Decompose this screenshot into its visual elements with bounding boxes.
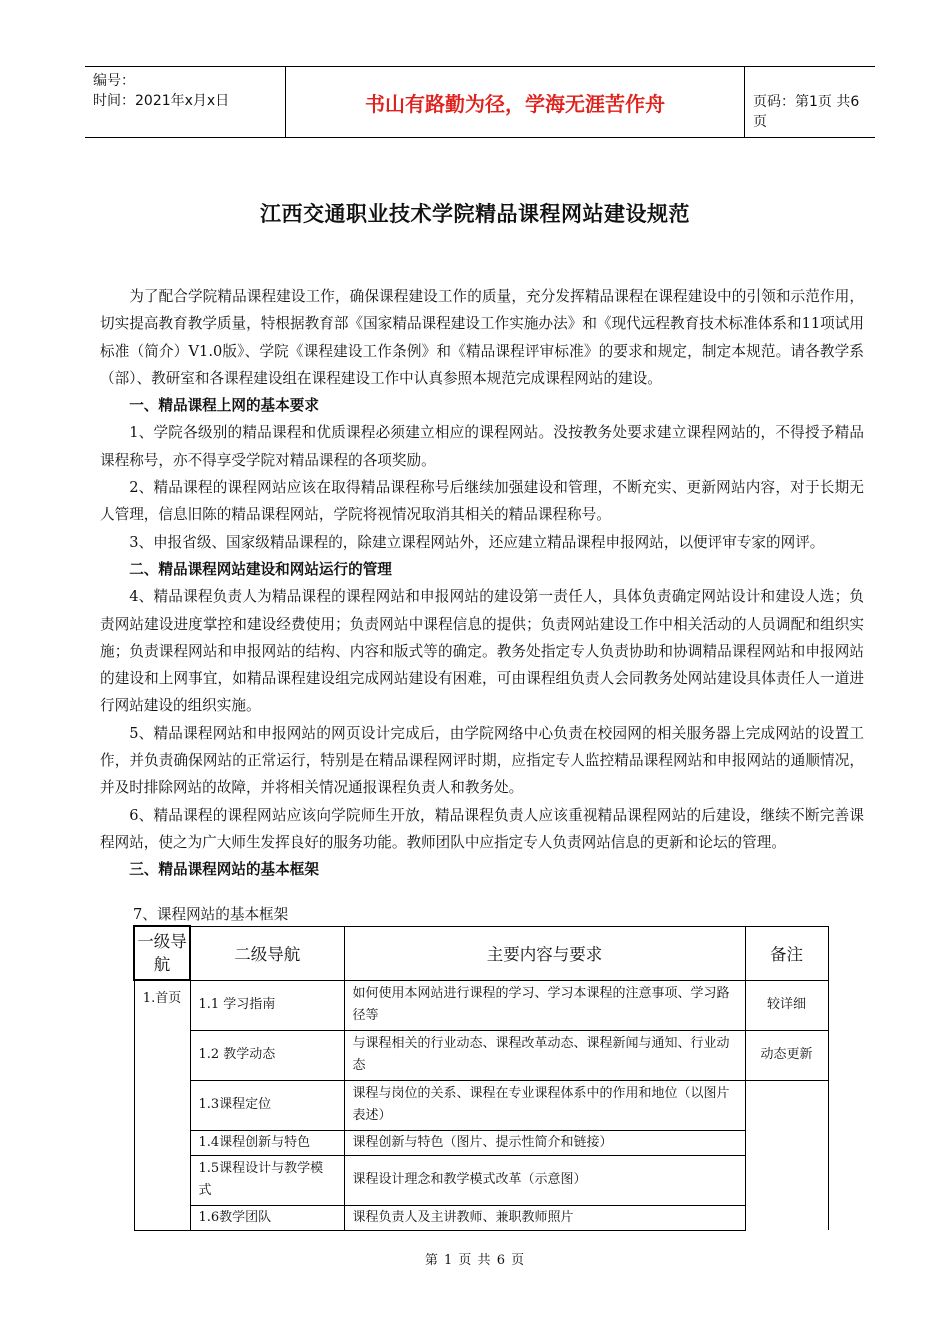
note-cell: 较详细: [745, 980, 828, 1030]
note-cell: [745, 1080, 828, 1130]
table-row: [134, 1080, 828, 1130]
sub-nav-cell: 1.5课程设计与教学模式: [190, 1155, 344, 1205]
intro-paragraph: 为了配合学院精品课程建设工作，确保课程建设工作的质量，充分发挥精品课程在课程建设中的引领和示范作用，切实提高教育教学质量，特根据教育部《国家精品课程建设工作实施办法》和《现代远程教育技术标准体系和11项试用标准（简介）V1.0版》、学院《课程建设工作条例》和《精品课程评审标准》的要求和规定，制定本规范。请各教学系（部）、教研室和各课程建设组在课程建设工作中认真参照本规范完成课程网站的建设。: [100, 288, 864, 387]
framework-table: [133, 925, 829, 1231]
paragraph-item-5: 5、精品课程网站和申报网站的网页设计完成后，由学院网络中心负责在校园网的相关服务器上完成网站的设置工作，并负责确保网站的正常运行，特别是在精品课程网评时期，应指定专人监控精品课程网站和申报网站的通顺情况，并及时排除网站的故障，并将相关情况通报课程负责人和教务处。: [100, 724, 864, 797]
header-note: 备注: [745, 926, 828, 980]
level1-cell: 1.首页: [134, 980, 190, 1230]
note-cell: [745, 1155, 828, 1205]
content-cell: 与课程相关的行业动态、课程改革动态、课程新闻与通知、行业动态: [344, 1030, 745, 1080]
sub-nav-cell: 1.1 学习指南: [190, 980, 344, 1030]
number-label: 编号：: [93, 73, 135, 89]
paragraph-item-4: 4、精品课程负责人为精品课程的课程网站和申报网站的建设第一责任人，具体负责确定网站设计和建设人选；负责网站建设进度掌控和建设经费使用；负责网站中课程信息的提供；负责网站建设工作中相关活动的人员调配和组织实施；负责课程网站和申报网站的结构、内容和版式等的确定。教务处指定专人负责协助和协调精品课程网站和申报网站的建设和上网事宜，如精品课程建设组完成网站建设有困难，可由课程组负责人会同教务处网站建设具体责任人一道进行网站建设的组织实施。: [100, 588, 864, 715]
table-row: [134, 1155, 828, 1205]
sub-nav-cell: 1.2 教学动态: [190, 1030, 344, 1080]
paragraph-item-6: 6、精品课程的课程网站应该向学院师生开放，精品课程负责人应该重视精品课程网站的后建设，继续不断完善课程网站，使之为广大师生发挥良好的服务功能。教师团队中应指定专人负责网站信息的更新和论坛的管理。: [100, 806, 864, 851]
paragraph-item-2: 2、精品课程的课程网站应该在取得精品课程称号后继续加强建设和管理，不断充实、更新网站内容，对于长期无人管理，信息旧陈的精品课程网站，学院将视情况取消其相关的精品课程称号。: [100, 479, 864, 524]
header-content: 主要内容与要求: [344, 926, 745, 980]
note-cell: [745, 1205, 828, 1230]
table-row: [134, 1130, 828, 1155]
section-heading-2: 二、精品课程网站建设和网站运行的管理: [129, 560, 392, 578]
section-heading-3: 三、精品课程网站的基本框架: [129, 861, 319, 879]
table-header-row: [134, 926, 828, 980]
header-level1: 一级导航: [134, 926, 190, 980]
sub-nav-cell: 1.4课程创新与特色: [190, 1130, 344, 1155]
content-cell: 课程与岗位的关系、课程在专业课程体系中的作用和地位（以图片表述）: [344, 1080, 745, 1130]
paragraph-item-1: 1、学院各级别的精品课程和优质课程必须建立相应的课程网站。没按教务处要求建立课程网站的，不得授予精品课程称号，亦不得享受学院对精品课程的各项奖励。: [100, 424, 864, 469]
header-band: [85, 66, 875, 138]
document-title: 江西交通职业技术学院精品课程网站建设规范: [260, 202, 690, 226]
header-page-label: 页码：第1页 共6页: [753, 94, 860, 130]
table-row: [134, 1205, 828, 1230]
header-level2: 二级导航: [190, 926, 344, 980]
content-cell: 课程负责人及主讲教师、兼职教师照片: [344, 1205, 745, 1230]
content-cell: 课程创新与特色（图片、提示性简介和链接）: [344, 1130, 745, 1155]
header-meta: [93, 71, 283, 111]
section-heading-1: 一、精品课程上网的基本要求: [129, 397, 319, 415]
paragraph-item-3: 3、申报省级、国家级精品课程的，除建立课程网站外，还应建立精品课程申报网站，以便评审专家的网评。: [129, 533, 825, 551]
table-row: [134, 1030, 828, 1080]
table-row: [134, 980, 828, 1030]
note-cell: 动态更新: [745, 1030, 828, 1080]
content-cell: 课程设计理念和教学模式改革（示意图）: [344, 1155, 745, 1205]
document-body: [100, 283, 864, 884]
time-label: 时间：2021年x月x日: [93, 93, 230, 109]
table-caption: 7、课程网站的基本框架: [133, 906, 289, 923]
page-footer: 第 1 页 共 6 页: [424, 1253, 526, 1268]
sub-nav-cell: 1.6教学团队: [190, 1205, 344, 1230]
note-cell: [745, 1130, 828, 1155]
header-motto: 书山有路勤为径，学海无涯苦作舟: [285, 67, 745, 137]
sub-nav-cell: 1.3课程定位: [190, 1080, 344, 1130]
content-cell: 如何使用本网站进行课程的学习、学习本课程的注意事项、学习路径等: [344, 980, 745, 1030]
